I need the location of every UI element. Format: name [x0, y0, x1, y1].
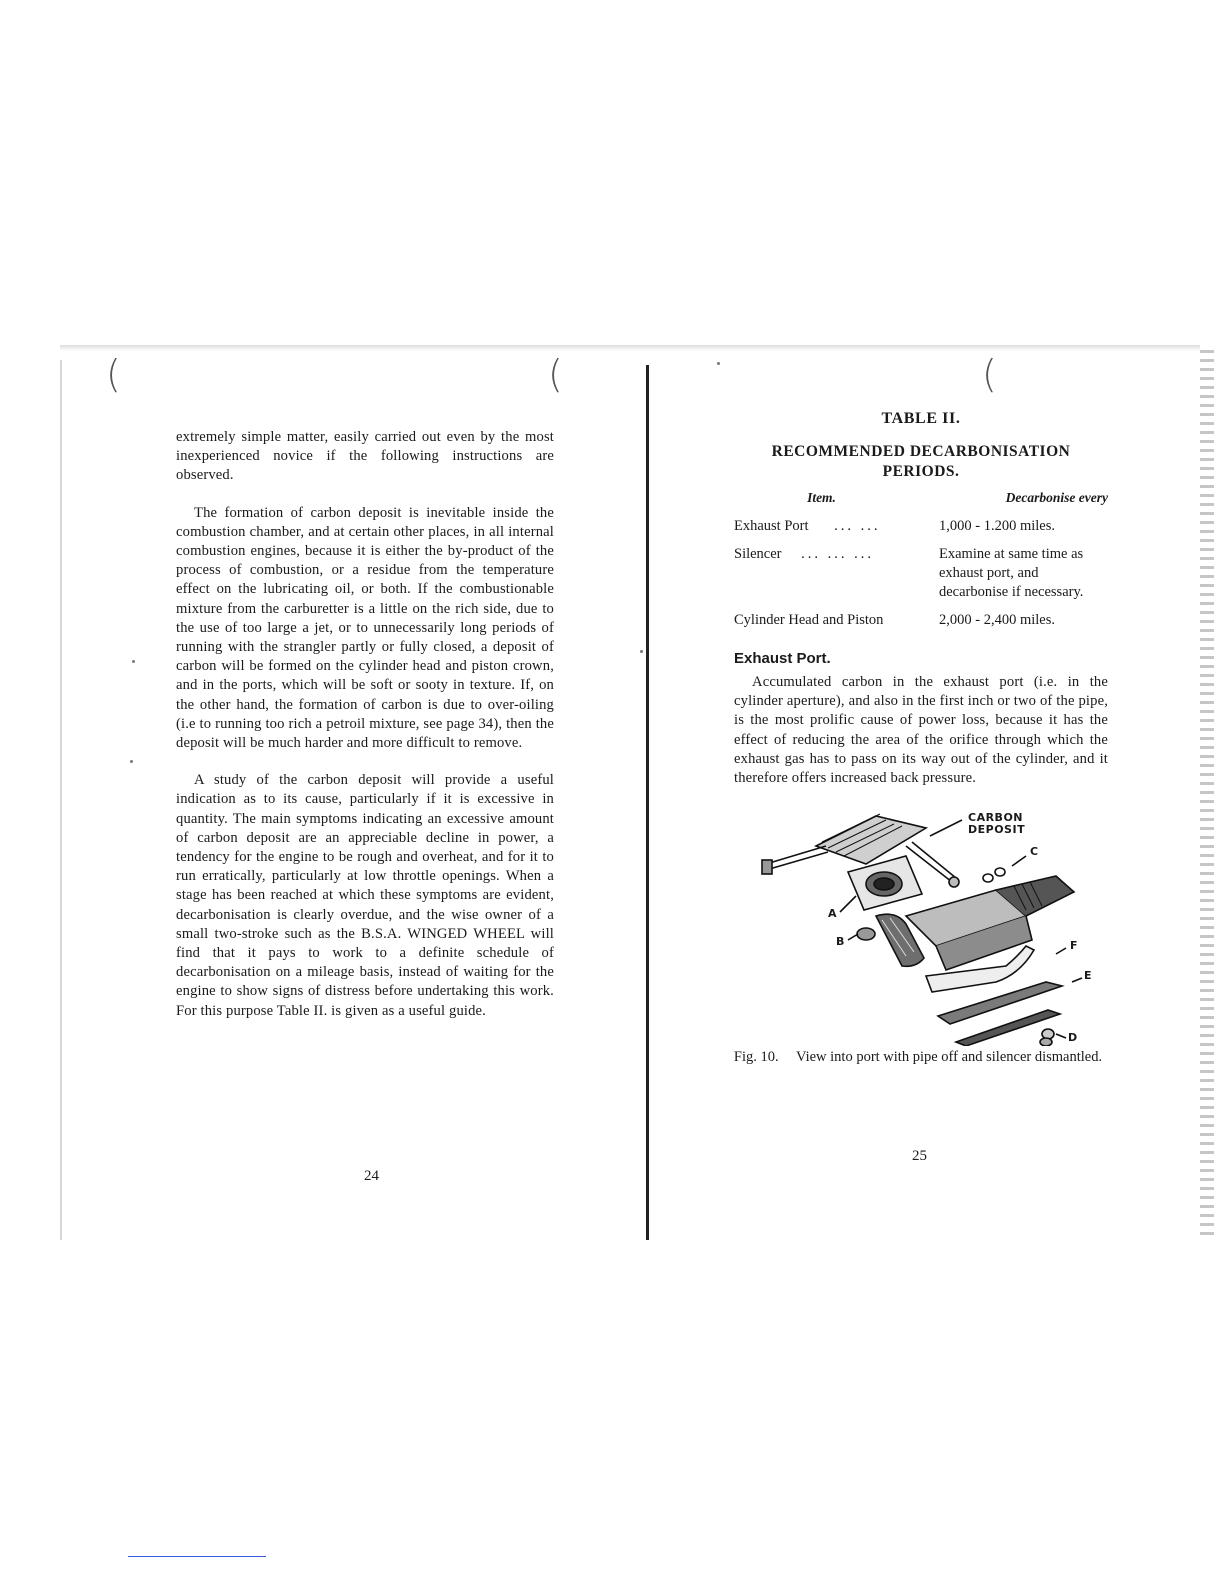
paragraph: The formation of carbon deposit is inevitable inside the combustion chamber, and at certain other places, in all internal combustion engines, because it is either the by-product of the process of combustion, or a residue from the temperature effect on the lubricating oil, or both. If the combustionable mixture from the carburetter is a little on the rich side, due to the use of too large a jet, or to unnecessarily long periods of running with the strangler partly or fully closed, a deposit of carbon will be formed on the cylinder head and piston crown, and in the ports, which will be soft or sooty in texture. If, on the other hand, the formation of carbon is due to over-oiling (i.e to running too rich a petroil mixture, see page 34), then the deposit will be much harder and more difficult to remove. [176, 504, 554, 752]
figure-label: Fig. 10. [733, 1049, 779, 1066]
punch-hole-mark: ( [548, 352, 563, 396]
exhaust-port-figure [756, 806, 1096, 1046]
punch-hole-mark: ( [982, 352, 997, 396]
paragraph: extremely simple matter, easily carried out even by the most inexperienced novice if the following instructions are observed. [176, 429, 554, 484]
callout-f: F [1070, 939, 1079, 953]
left-page-edge [60, 360, 62, 1240]
callout-a: A [828, 907, 838, 921]
table-cell-period: 2,000 - 2,400 miles. [939, 612, 1055, 628]
left-page [176, 428, 554, 1039]
decarbonisation-table [734, 488, 1108, 636]
figure-caption-text: View into port with pipe off and silencer dismantled. [795, 1049, 1103, 1066]
item-name: Silencer [734, 546, 782, 562]
leader-dots: ... ... ... [801, 546, 875, 562]
item-name: Exhaust Port [734, 518, 809, 534]
table-row [734, 608, 1108, 636]
scan-speck [717, 362, 720, 365]
section-heading: Exhaust Port. [734, 650, 831, 667]
page-number-left: 24 [364, 1168, 379, 1184]
callout-b: B [836, 935, 845, 949]
callout-text: DEPOSIT [968, 823, 1026, 837]
table-cell-item [734, 514, 939, 542]
scan-speck [132, 660, 135, 663]
table-cell-item [734, 542, 939, 608]
table-cell-period: 1,000 - 1.200 miles. [939, 518, 1055, 534]
scan-speck [130, 760, 133, 763]
page-top-shadow [60, 345, 1200, 351]
table-row [734, 514, 1108, 542]
paragraph: A study of the carbon deposit will provide a useful indication as to its cause, particularly if it is excessive in quantity. The main symptoms indicating an excessive amount of carbon deposit are an appreciable decline in power, a tendency for the engine to be rough and overheat, and for it to run erratically, particularly at low throttle openings. When a stage has been reached at which these symptoms are evident, decarbonisation is clearly overdue, and the wise owner of a small two-stroke such as the B.S.A. WINGED WHEEL will find that it pays to work to a definite schedule of decarbonisation on a mileage basis, instead of waiting for the engine to show signs of distress before undertaking this work. For this purpose Table II. is given as a useful guide. [176, 772, 554, 1019]
callout-carbon-deposit [968, 812, 1025, 836]
column-header-period: Decarbonise every [1005, 490, 1108, 505]
page-number-right: 25 [912, 1148, 927, 1164]
table-title: TABLE II. [881, 410, 961, 427]
table-subtitle: RECOMMENDED DECARBONISATION PERIODS. [771, 443, 1071, 480]
right-page [734, 410, 1108, 1067]
leader-dots: ... ... [834, 518, 881, 534]
book-spine [646, 365, 649, 1240]
bottom-underline-mark [128, 1556, 266, 1557]
table-row [734, 542, 1108, 608]
figure-caption [728, 1048, 1108, 1067]
callout-d: D [1068, 1031, 1078, 1045]
callout-text: CARBON [968, 811, 1023, 825]
table-cell-period: Examine at same time as exhaust port, and decarbonise if necessary. [939, 546, 1084, 600]
table-cell-item: Cylinder Head and Piston [734, 612, 884, 628]
scan-speck [640, 650, 643, 653]
callout-e: E [1084, 969, 1093, 983]
punch-hole-mark: ( [106, 352, 121, 396]
exploded-exhaust-illustration [756, 806, 1096, 1046]
callout-c: C [1030, 845, 1039, 859]
right-page-edge [1200, 350, 1214, 1240]
column-header-item: Item. [807, 490, 836, 505]
table-header-row [734, 488, 1108, 514]
paragraph: Accumulated carbon in the exhaust port (i.e. in the cylinder aperture), and also in the first inch or two of the pipe, is the most prolific cause of power loss, because it has the effect of reducing the area of the orifice through which the exhaust gas has to pass on its way out of the cylinder, and it therefore offers increased back pressure. [734, 674, 1108, 787]
